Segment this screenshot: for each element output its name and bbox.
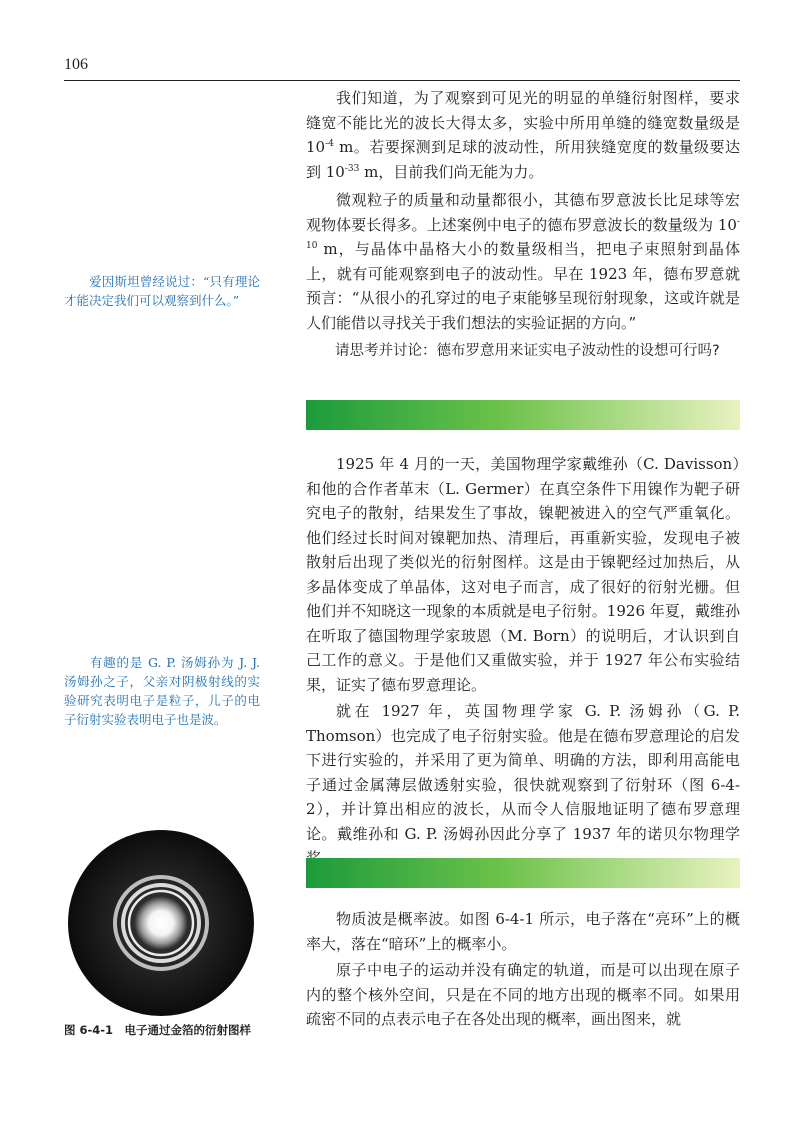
text-run: m，目前我们尚无能为力。 (359, 162, 544, 181)
experiment-paragraph-1: 1925 年 4 月的一天，美国物理学家戴维孙（C. Davisson）和他的合作者革末（L. Germer）在真空条件下用镍作为靶子研究电子的散射，结果发生了事故，镍靶被进入的空气严重氧化。他们经过长时间对镍靶加热、清理后，再重新实验，发现电子被散射后出现了类似光的衍射图样。这是由于镍靶经过加热后，从多晶体变成了单晶体，这对电子而言，成了很好的衍射光栅。但他们并不知晓这一现象的本质就是电子衍射。1926 年夏，戴维孙在听取了德国物理学家玻恩（M. Born）的说明后，才认识到自己工作的意义。于是他们又重做实验，并于 1927 年公布实验结果，证实了德布罗意理论。 (306, 455, 740, 694)
probability-paragraph-1: 物质波是概率波。如图 6-4-1 所示，电子落在“亮环”上的概率大，落在“暗环”上的概率小。 (306, 910, 740, 953)
text-run: m。若要探测到足球的波动性，所用狭缝宽度的数量级要达到 10 (306, 138, 740, 181)
exponent: -10 (306, 216, 740, 251)
margin-note-text: 爱因斯坦曾经说过：“只有理论才能决定我们可以观察到什么。” (64, 274, 260, 308)
experiment-paragraph-2: 就在 1927 年，英国物理学家 G. P. 汤姆孙（G. P. Thomson）也完成了电子衍射实验。他是在德布罗意理论的启发下进行实验的，并采用了更为简单、明确的方法，即利用高能电子通过金属薄层做透射实验，很快就观察到了衍射环（图 6-4-2），并计算出相应的波长，从而令人信服地证明了德布罗意理论。戴维孙和 G. P. 汤姆孙因此分享了 1937 年的诺贝尔物理学 (306, 702, 740, 843)
margin-note-text: 有趣的是 G. P. 汤姆孙为 J. J. 汤姆孙之子，父亲对阴极射线的实验研究表明电子是粒子，儿子的电子衍射实验表明电子也是波。 (64, 655, 260, 727)
probability-section (306, 907, 740, 1032)
central-spot (134, 896, 188, 950)
probability-paragraph-2: 原子中电子的运动并没有确定的轨道，而是可以出现在原子内的整个核外空间，只是在不同的地方出现的概率不同。如果用疏密不同的点表示电子在各处出现的概率，画出图来，就 (306, 961, 740, 1028)
exponent: -4 (325, 139, 334, 149)
page-number: 106 (64, 56, 88, 73)
margin-note-einstein (64, 272, 260, 310)
text-run: m，与晶体中晶格大小的数量级相当，把电子束照射到晶体上，就有可能观察到电子的波动性。早在 1923 年，德布罗意就预言：“从很小的孔穿过的电子束能够呈现衍射现象，这或许就是人们能借以寻找关于我们想法的实验证据的方向。” (306, 240, 740, 332)
header-rule (64, 80, 740, 81)
figure-caption: 图 6-4-1 电子通过金箔的衍射图样 (64, 1023, 252, 1037)
intro-section (306, 86, 740, 364)
experiment-section (306, 452, 740, 871)
diffraction-pattern-image (62, 828, 260, 1018)
intro-paragraph-2 (306, 188, 740, 335)
text-run: 微观粒子的质量和动量都很小，其德布罗意波长比足球等宏观物体要长得多。上述案例中电子的德布罗意波长的数量级为 10 (306, 191, 740, 234)
margin-note-thomson (64, 653, 260, 729)
section-band (306, 858, 740, 888)
text-run: 我们知道，为了观察到可见光的明显的单缝衍射图样，要求缝宽不能比光的波长大得太多，实验中所用单缝的缝宽数量级是 10 (306, 89, 740, 156)
intro-paragraph-1 (306, 86, 740, 184)
diffraction-figure (62, 828, 260, 1018)
discussion-question: 请思考并讨论：德布罗意用来证实电子波动性的设想可行吗? (335, 343, 720, 359)
exponent: -33 (344, 163, 360, 174)
section-band (306, 400, 740, 430)
